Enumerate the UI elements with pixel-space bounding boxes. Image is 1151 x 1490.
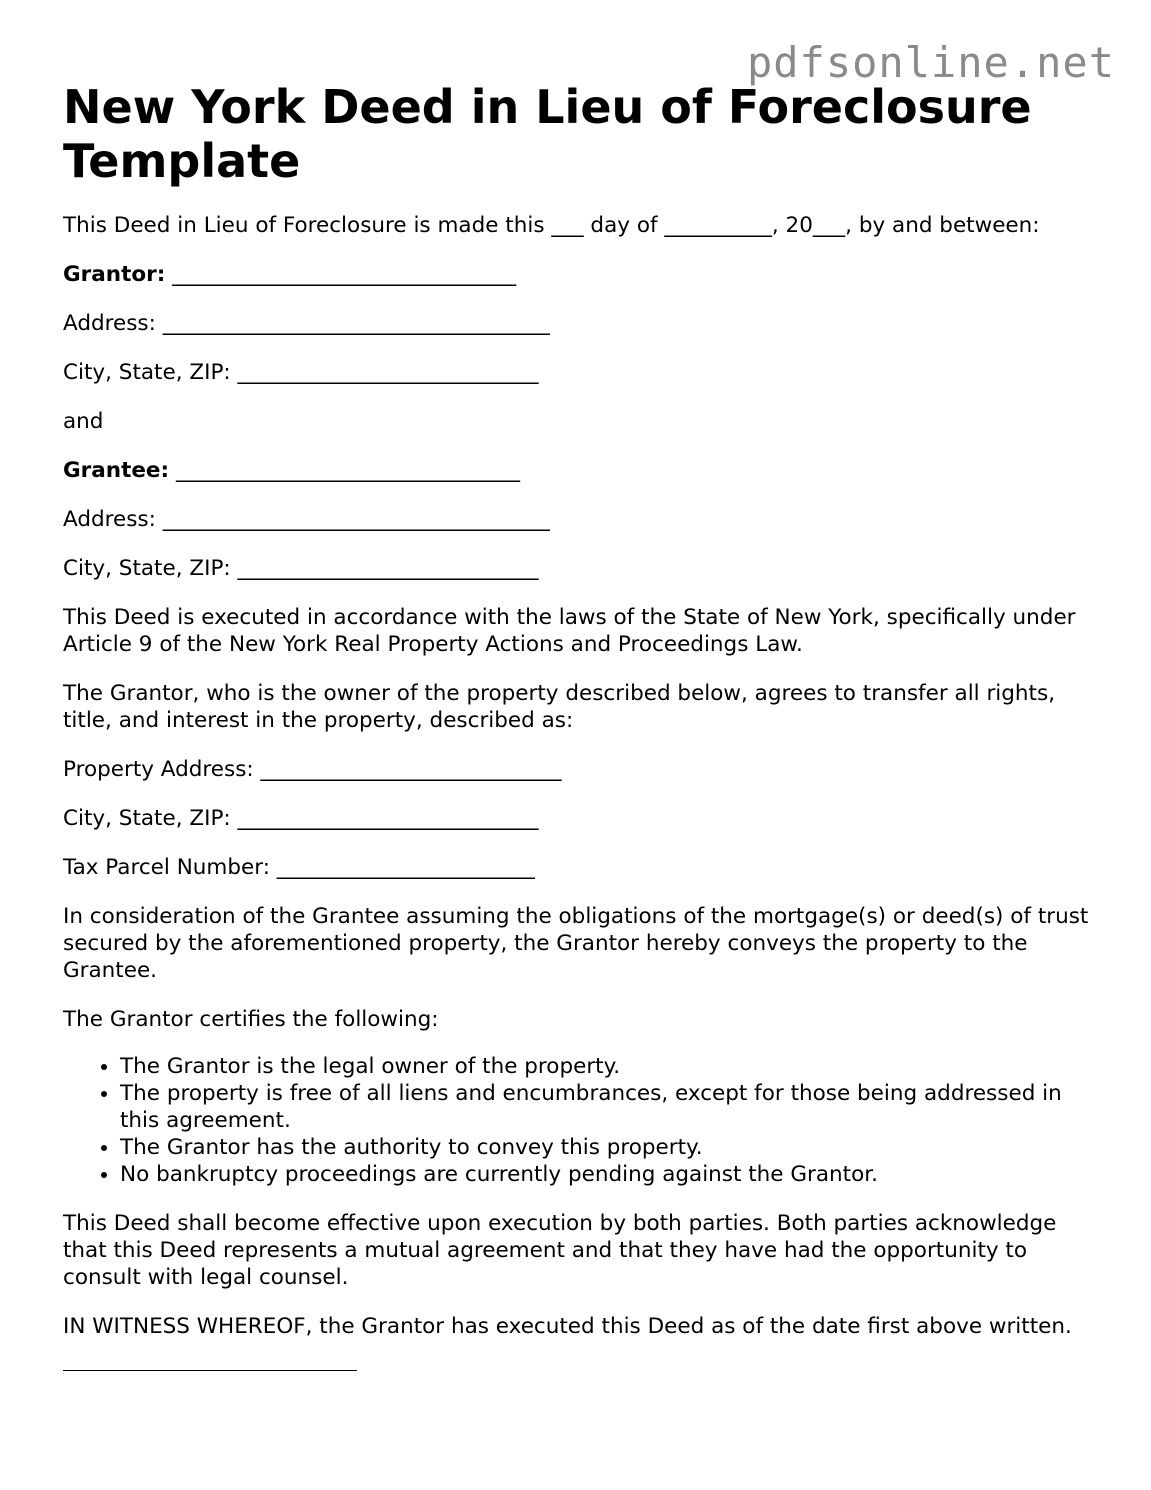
- list-item: • The Grantor has the authority to convey this property.: [120, 1134, 1093, 1161]
- grantor-label: Grantor:: [63, 262, 166, 287]
- effective-paragraph: This Deed shall become effective upon execution by both parties. Both parties acknowledge that this Deed represents a mutual agreement and that they have had the opportunity to consult with legal counsel.: [63, 1211, 1057, 1290]
- witness-paragraph: IN WITNESS WHEREOF, the Grantor has executed this Deed as of the date first above written.: [63, 1314, 1072, 1339]
- certifications-list: [63, 1053, 1093, 1188]
- list-item: • The property is free of all liens and encumbrances, except for those being addressed in this agreement.: [120, 1080, 1093, 1134]
- signature-line: [63, 1370, 357, 1371]
- grantee-address-line: Address: ____________________________________: [63, 507, 550, 532]
- transfer-paragraph: The Grantor, who is the owner of the property described below, agrees to transfer all rights, title, and interest in the property, described as:: [63, 681, 1056, 733]
- list-item: • No bankruptcy proceedings are currently pending against the Grantor.: [120, 1161, 1093, 1188]
- grantor-name-blank: ________________________________: [172, 262, 517, 287]
- property-city-state-zip-line: City, State, ZIP: ____________________________: [63, 806, 539, 831]
- certifies-intro: The Grantor certifies the following:: [63, 1007, 439, 1032]
- intro-line: This Deed in Lieu of Foreclosure is made this ___ day of __________, 20___, by and between:: [63, 213, 1040, 238]
- grantee-name-line: [63, 457, 1093, 484]
- grantor-city-state-zip-line: City, State, ZIP: ____________________________: [63, 360, 539, 385]
- grantee-name-blank: ________________________________: [175, 458, 520, 483]
- grantor-name-line: [63, 261, 1093, 288]
- and-text: and: [63, 409, 104, 434]
- consideration-paragraph: In consideration of the Grantee assuming the obligations of the mortgage(s) or deed(s) of trust secured by the aforementioned property, the Grantor hereby conveys the property to the Grantee.: [63, 904, 1089, 983]
- list-item: • The Grantor is the legal owner of the property.: [120, 1053, 1093, 1080]
- tax-parcel-line: Tax Parcel Number: ________________________: [63, 855, 535, 880]
- grantor-address-line: Address: ____________________________________: [63, 311, 550, 336]
- document-body: [63, 80, 1093, 1371]
- grantee-label: Grantee:: [63, 458, 170, 483]
- property-address-line: Property Address: ____________________________: [63, 757, 562, 782]
- law-paragraph: This Deed is executed in accordance with the laws of the State of New York, specifically under Article 9 of the New York Real Property Actions and Proceedings Law.: [63, 605, 1076, 657]
- page-title: New York Deed in Lieu of Foreclosure Template: [63, 80, 1032, 188]
- watermark: pdfsonline.net: [746, 38, 1115, 87]
- grantee-city-state-zip-line: City, State, ZIP: ____________________________: [63, 556, 539, 581]
